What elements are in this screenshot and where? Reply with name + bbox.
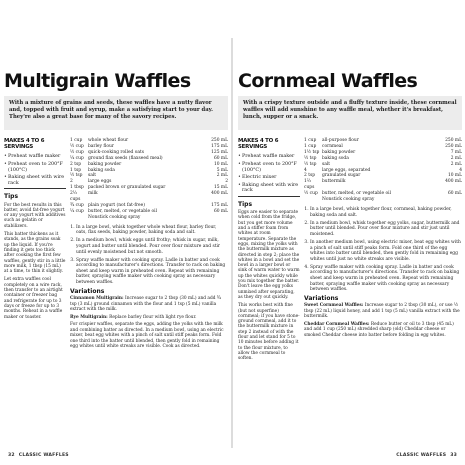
ingredient-metric: 175 mL (211, 143, 228, 149)
ingredient-name: buttermilk (322, 179, 346, 185)
ingredient-metric: 15 mL (213, 185, 228, 191)
ingredient-name: large eggs (88, 179, 112, 185)
tip-paragraph: Let extra waffles cool completely on a wire rack, then transfer to an airtight container or freezer bag and refrigerate for up to 3 days or freeze for up to 3 months. Reheat in a waffle maker or toaster. (4, 277, 63, 320)
tips-heading: Tips (4, 193, 19, 201)
ingredient-metric: 400 mL (445, 179, 462, 185)
equipment-item: • Preheat oven to 200°F (100°C) (238, 162, 300, 173)
variations-heading: Variations (70, 287, 105, 295)
servings-label: MAKES 4 TO 6 SERVINGS (4, 138, 45, 151)
ingredient-name: large eggs, separated (322, 167, 371, 173)
ingredient-name: barley flour (88, 143, 114, 149)
ingredient-name: baking powder (322, 149, 356, 155)
ingredient-qty: 2 tsp (70, 161, 82, 167)
recipe-intro: With a mixture of grains and seeds, these waffles have a nutty flavor and, topped with fruit and syrup, make a satisfying start to your day. They're also a great base for many of the savory recipes. (4, 96, 228, 130)
tip-paragraph: For the best results in this batter, avoid fat-free yogurt or any yogurt with additives such as gelatin or stabilizers. (4, 202, 66, 229)
right-page (238, 0, 462, 465)
ingredient-name: butter, melted, or vegetable oil (322, 191, 391, 197)
ingredient-name: granulated sugar (322, 173, 361, 179)
recipe-sidebar (4, 138, 66, 323)
variation-name: Cheddar Cornmeal Waffles: (304, 321, 370, 327)
ingredient-metric: 400 mL (211, 191, 228, 197)
ingredient-name: Nonstick cooking spray (88, 214, 141, 220)
equipment-item: • Preheat waffle maker (4, 154, 66, 160)
method-step: 4. Spray waffle maker with cooking spray. Ladle in batter and cook according to manufacturer's directions. Transfer to rack on baking sheet and keep warm in preheated oven. Repeat with remaining batter, spraying waffle maker with cooking spray as necessary between waffles. (310, 265, 462, 293)
running-head: CLASSIC WAFFLES (396, 453, 447, 458)
variation-name: Cinnamon Multigrain: (70, 296, 124, 302)
ingredient-metric: 250 mL (445, 138, 462, 143)
ingredient-metric: 10 mL (213, 161, 228, 167)
ingredient-qty: ½ cup (70, 149, 84, 155)
ingredient-metric: 175 mL (211, 202, 228, 208)
ingredient-metric: 125 mL (211, 149, 228, 155)
method-steps (304, 207, 462, 293)
ingredient-metric: 10 mL (447, 173, 462, 179)
ingredient-name: baking powder (88, 161, 122, 167)
ingredient-row (304, 197, 462, 203)
tip-paragraph: Eggs are easier to separate when cold from the fridge, but you get more volume and a stiffer foam from whites at room temperature. Separate the eggs, mixing the yolks with the buttermilk mixture as directed in step 2; place the whites in a bowl and set the bowl in a larger bowl or sink of warm water to warm up the whites quickly while you mix together the batter. Don't leave the egg yolks unmixed after separating, as they dry out quickly. (238, 210, 300, 300)
equipment-item: • Preheat oven to 200°F (100°C) (4, 162, 66, 173)
ingredient-name: salt (88, 173, 97, 179)
ingredients-table (70, 138, 228, 221)
recipe-title: Cornmeal Waffles (238, 70, 418, 92)
ingredient-qty: 1 tsp (70, 167, 82, 173)
page-number: 33 (450, 453, 457, 458)
equipment-item: • Baking sheet with wire rack (4, 175, 66, 186)
ingredient-qty (70, 215, 88, 221)
ingredient-qty: 1 cup (70, 138, 83, 143)
variation-text: For crispier waffles, separate the eggs, adding the yolks with the milk and combining batter as directed. In a medium bowl, using an electric mixer, beat egg whites with a pinch of salt until stiff peaks form. Fold one third into the batter until blended, then gently fold in remaining egg whites until white streaks are visible. Cook as directed. (70, 322, 224, 350)
ingredient-qty: ¼ cup (70, 155, 84, 161)
ingredient-qty: 2 (70, 179, 73, 185)
tip-paragraph: This batter thickens as it stands, as the grains soak up the liquid. If you're finding it gets too thick after cooking the first few waffles, gently stir in a little more milk, 1 tbsp (15 mL) at a time, to thin it slightly. (4, 232, 66, 275)
recipe-sidebar (238, 138, 300, 364)
ingredient-metric: 250 mL (211, 138, 228, 143)
ingredient-name: baking soda (322, 155, 349, 161)
ingredient-name: cornmeal (322, 143, 343, 149)
ingredient-name: baking soda (88, 167, 115, 173)
ingredient-metric: 2 mL (450, 155, 462, 161)
page-gutter (231, 38, 233, 448)
ingredient-name: packed brown or granulated sugar (88, 185, 166, 191)
ingredient-qty: 2⅓ cups (70, 191, 81, 203)
ingredient-qty: 1 tbsp (70, 185, 84, 191)
method-step: 2. In a medium bowl, whisk eggs until frothy; whisk in sugar, milk, yogurt and butter until blended. Pour over flour mixture and stir until evenly moistened but not smooth. (76, 238, 228, 255)
servings-label: MAKES 4 TO 6 SERVINGS (238, 138, 279, 151)
equipment-item: • Preheat waffle maker (238, 154, 300, 160)
ingredient-qty: ¾ cup (70, 202, 84, 208)
tips-heading: Tips (238, 200, 253, 208)
method-step: 1. In a large bowl, whisk together whole wheat flour, barley flour, oats, flax seeds, baking powder, baking soda and salt. (76, 225, 228, 236)
ingredients-body (304, 138, 462, 203)
equipment-item: • Baking sheet with wire rack (238, 183, 300, 194)
ingredient-name: milk (88, 191, 98, 197)
method-steps (70, 225, 228, 286)
ingredient-metric: 4 (459, 167, 462, 173)
ingredient-qty: 1⅔ cups (304, 179, 315, 191)
variation-name: Rye Multigrain: (70, 314, 108, 320)
variation-name: Sweet Cornmeal Waffles: (304, 303, 364, 309)
ingredient-metric: 60 mL (213, 208, 228, 214)
equipment-list (238, 154, 300, 194)
ingredient-qty: 4 (304, 167, 307, 173)
sidebar-divider (4, 188, 66, 189)
sidebar-divider (238, 196, 300, 197)
recipe-title: Multigrain Waffles (4, 70, 191, 92)
ingredient-metric (200, 215, 228, 221)
ingredient-row (70, 215, 228, 221)
ingredient-qty (304, 197, 322, 203)
method-step: 2. In a medium bowl, whisk together egg yolks, sugar, buttermilk and butter until blended. Pour over flour mixture and stir just until moistened. (310, 221, 462, 238)
page-number: 32 (8, 453, 15, 458)
equipment-item: • Electric mixer (238, 175, 300, 181)
right-page-footer (396, 453, 461, 458)
recipe-main (304, 138, 462, 340)
left-page (4, 0, 228, 465)
ingredient-metric: 2 mL (216, 173, 228, 179)
ingredient-metric: 60 mL (447, 191, 462, 197)
variation-text: Reduce butter or oil to 3 tbsp (45 mL) and add 1 cup (250 mL) shredded sharp (old) Cheddar cheese or smoked Cheddar cheese into batter before folding in egg whites. (304, 321, 454, 338)
ingredient-metric: 7 mL (450, 149, 462, 155)
ingredient-name: whole wheat flour (88, 138, 129, 143)
ingredient-row (70, 191, 228, 203)
ingredient-name: plain yogurt (not fat-free) (88, 202, 145, 208)
variation-text: Replace barley flour with light rye flour. (109, 314, 197, 320)
ingredients-body (70, 138, 228, 221)
ingredient-name: all-purpose flour (322, 138, 359, 143)
variation-text: Increase sugar to 2 tbsp (30 mL) and add ¾ tsp (3 mL) ground cinnamon with the flour and 1 tsp (5 mL) vanilla extract with the milk. (70, 296, 221, 313)
variation-paragraph (304, 322, 462, 339)
variation-text: Increase sugar to 2 tbsp (30 mL), or use ½ tbsp (22 mL) liquid honey, and add 1 tsp (5 mL) vanilla extract with the buttermilk. (304, 303, 460, 320)
ingredient-qty: ½ tsp (304, 161, 317, 167)
ingredient-qty: ½ tsp (70, 173, 83, 179)
ingredient-name: butter, melted, or vegetable oil (88, 208, 157, 214)
tip-paragraph: This works best with fine (but not superfine) cornmeal; if you have stone-ground cornmeal, add it to the buttermilk mixture in step 2 instead of with the flour and let stand for 5 to 10 minutes before adding it to the flour mixture, to allow the cornmeal to soften. (238, 303, 300, 362)
variation-paragraph (304, 303, 462, 320)
ingredient-name: ground flax seeds (flaxseed meal) (88, 155, 163, 161)
running-head: CLASSIC WAFFLES (18, 453, 69, 458)
ingredient-name: quick-cooking rolled oats (88, 149, 145, 155)
method-step: 3. Spray waffle maker with cooking spray. Ladle in batter and cook according to manufacturer's directions. Transfer to rack on baking sheet and keep warm in preheated oven. Repeat with remaining batter, spraying waffle maker with cooking spray as necessary between waffles. (76, 258, 228, 286)
ingredient-metric: 5 mL (216, 167, 228, 173)
ingredient-metric: 60 mL (213, 155, 228, 161)
ingredient-qty: 1 cup (304, 143, 317, 149)
variation-paragraph (70, 296, 228, 313)
ingredient-qty: 1 cup (304, 138, 317, 143)
ingredient-metric (434, 197, 462, 203)
variation-paragraph (70, 322, 228, 350)
ingredient-qty: ½ cup (70, 143, 84, 149)
method-step: 3. In another medium bowl, using electric mixer, beat egg whites with a pinch of salt until stiff peaks form. Fold one third of the egg whites into batter until blended, then gently fold in remaining egg whites until just no white streaks are visible. (310, 240, 462, 262)
ingredients-table (304, 138, 462, 203)
recipe-intro: With a crispy texture outside and a fluffy texture inside, these cornmeal waffles will add sunshine to any waffle meal, whether it's breakfast, lunch, supper or a snack. (238, 96, 462, 130)
ingredient-qty: ¼ cup (70, 208, 84, 214)
ingredient-metric: 2 mL (450, 161, 462, 167)
ingredient-name: salt (322, 161, 331, 167)
left-page-footer (4, 453, 69, 458)
equipment-list (4, 154, 66, 186)
ingredient-row (304, 179, 462, 191)
ingredient-qty: ½ tsp (304, 155, 317, 161)
method-step: 1. In a large bowl, whisk together flour, cornmeal, baking powder, baking soda and salt. (310, 207, 462, 218)
ingredient-metric: 2 (225, 179, 228, 185)
ingredient-qty: ½ cup (304, 191, 318, 197)
variations-heading: Variations (304, 294, 339, 302)
recipe-main (70, 138, 228, 352)
variation-paragraph (70, 315, 228, 321)
ingredient-name: Nonstick cooking spray (322, 197, 375, 203)
ingredient-qty: 2 tsp (304, 173, 316, 179)
ingredient-metric: 250 mL (445, 143, 462, 149)
ingredient-qty: 1½ tsp (304, 149, 320, 155)
